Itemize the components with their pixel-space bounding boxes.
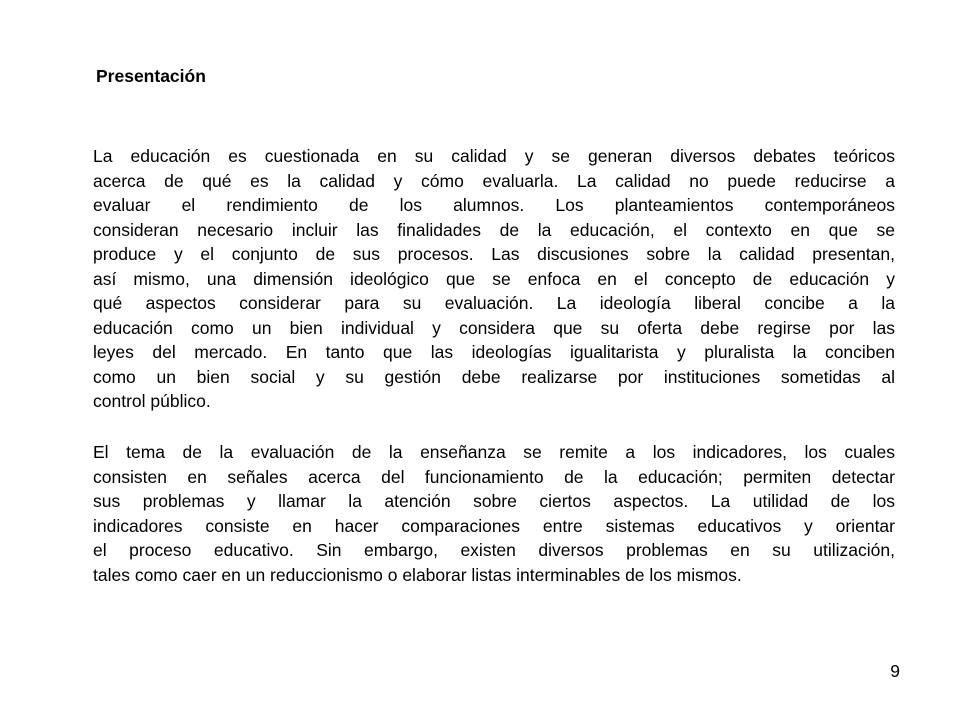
paragraph-line: qué aspectos considerar para su evaluación. La ideología liberal concibe a la	[93, 293, 895, 313]
paragraph-line: tales como caer en un reduccionismo o elaborar listas interminables de los mismos.	[93, 564, 742, 585]
paragraph-line: La educación es cuestionada en su calidad y se generan diversos debates teóricos	[93, 146, 895, 166]
paragraph-line: consideran necesario incluir las finalidades de la educación, el contexto en que se	[93, 219, 895, 240]
paragraph-line: El tema de la evaluación de la enseñanza se remite a los indicadores, los cuales	[93, 442, 895, 462]
page-number: 9	[890, 661, 900, 681]
page-title: Presentación	[96, 66, 206, 86]
paragraph-line: sus problemas y llamar la atención sobre ciertos aspectos. La utilidad de los	[93, 491, 895, 511]
paragraph-line: produce y el conjunto de sus procesos. Las discusiones sobre la calidad presentan,	[93, 244, 895, 264]
paragraph	[93, 440, 895, 587]
paragraph-line: control público.	[93, 391, 211, 411]
paragraph-line: evaluar el rendimiento de los alumnos. Los planteamientos contemporáneos	[93, 195, 895, 215]
paragraph-line: como un bien social y su gestión debe realizarse por instituciones sometidas al	[93, 366, 895, 387]
paragraph-line: indicadores consiste en hacer comparaciones entre sistemas educativos y orientar	[93, 515, 895, 536]
paragraph-line: acerca de qué es la calidad y cómo evaluarla. La calidad no puede reducirse a	[93, 170, 895, 191]
paragraph-line: leyes del mercado. En tanto que las ideologías igualitarista y pluralista la conciben	[93, 342, 895, 362]
paragraph-line: así mismo, una dimensión ideológico que se enfoca en el concepto de educación y	[93, 268, 895, 289]
paragraph	[93, 144, 895, 414]
paragraph-line: educación como un bien individual y considera que su oferta debe regirse por las	[93, 317, 895, 338]
paragraph-line: el proceso educativo. Sin embargo, existen diversos problemas en su utilización,	[93, 540, 895, 560]
paragraph-line: consisten en señales acerca del funcionamiento de la educación; permiten detectar	[93, 466, 895, 487]
